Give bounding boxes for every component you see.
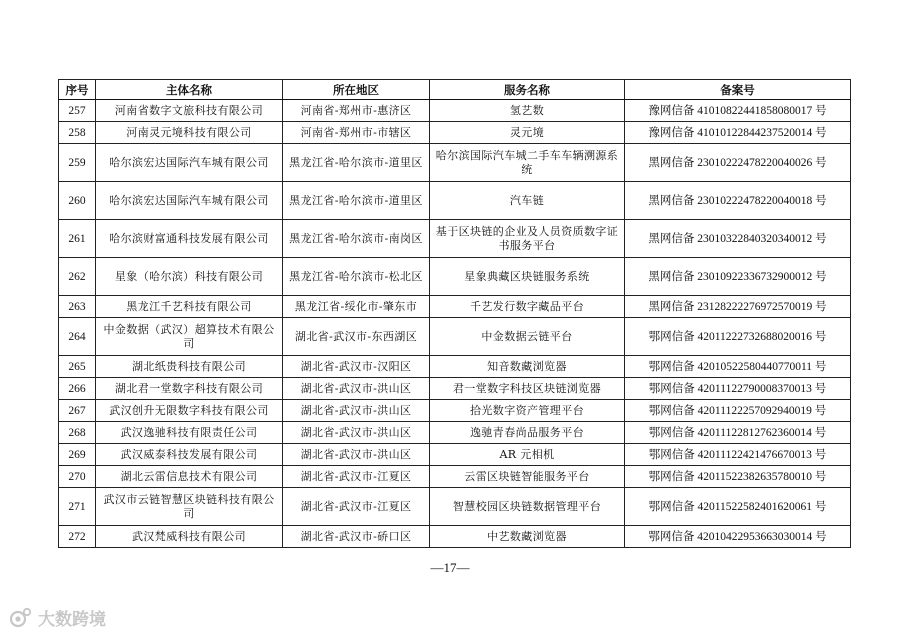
cell-record: 黑网信备 23128222276972570019 号 bbox=[625, 296, 851, 318]
cell-region: 湖北省-武汉市-硚口区 bbox=[283, 526, 430, 548]
cell-entity: 武汉创升无限数字科技有限公司 bbox=[96, 400, 283, 422]
cell-region: 湖北省-武汉市-江夏区 bbox=[283, 488, 430, 526]
cell-region: 黑龙江省-哈尔滨市-南岗区 bbox=[283, 220, 430, 258]
cell-region: 黑龙江省-哈尔滨市-道里区 bbox=[283, 182, 430, 220]
cell-service: 中金数据云链平台 bbox=[430, 318, 625, 356]
cell-record: 鄂网信备 42011522382635780010 号 bbox=[625, 466, 851, 488]
cell-service: 千艺发行数字藏品平台 bbox=[430, 296, 625, 318]
cell-record: 鄂网信备 42011222732688020016 号 bbox=[625, 318, 851, 356]
cell-seq: 271 bbox=[59, 488, 96, 526]
cell-seq: 268 bbox=[59, 422, 96, 444]
table-row bbox=[59, 444, 851, 466]
table-row bbox=[59, 100, 851, 122]
table-row bbox=[59, 182, 851, 220]
cell-service: 智慧校园区块链数据管理平台 bbox=[430, 488, 625, 526]
table-row bbox=[59, 422, 851, 444]
table-row bbox=[59, 220, 851, 258]
cell-record: 鄂网信备 42011122421476670013 号 bbox=[625, 444, 851, 466]
cell-entity: 河南省数字文旅科技有限公司 bbox=[96, 100, 283, 122]
table-body bbox=[59, 100, 851, 548]
cell-record: 黑网信备 23010322840320340012 号 bbox=[625, 220, 851, 258]
cell-seq: 260 bbox=[59, 182, 96, 220]
cell-record: 黑网信备 23010922336732900012 号 bbox=[625, 258, 851, 296]
cell-region: 湖北省-武汉市-洪山区 bbox=[283, 378, 430, 400]
cell-service: 灵元境 bbox=[430, 122, 625, 144]
cell-entity: 武汉逸驰科技有限责任公司 bbox=[96, 422, 283, 444]
cell-region: 河南省-郑州市-市辖区 bbox=[283, 122, 430, 144]
cell-entity: 哈尔滨财富通科技发展有限公司 bbox=[96, 220, 283, 258]
watermark-text: 大数跨境 bbox=[38, 610, 106, 630]
cell-entity: 星象（哈尔滨）科技有限公司 bbox=[96, 258, 283, 296]
cell-entity: 武汉梵威科技有限公司 bbox=[96, 526, 283, 548]
table-row bbox=[59, 318, 851, 356]
header-entity: 主体名称 bbox=[96, 80, 283, 100]
table-row bbox=[59, 400, 851, 422]
table-row bbox=[59, 258, 851, 296]
table-row bbox=[59, 378, 851, 400]
cell-seq: 264 bbox=[59, 318, 96, 356]
cell-service: 氢艺数 bbox=[430, 100, 625, 122]
cell-record: 黑网信备 23010222478220040018 号 bbox=[625, 182, 851, 220]
camera-brand-icon bbox=[8, 607, 34, 629]
cell-region: 湖北省-武汉市-洪山区 bbox=[283, 400, 430, 422]
header-record: 备案号 bbox=[625, 80, 851, 100]
cell-record: 鄂网信备 42010422953663030014 号 bbox=[625, 526, 851, 548]
cell-seq: 270 bbox=[59, 466, 96, 488]
cell-service: 君一堂数字科技区块链浏览器 bbox=[430, 378, 625, 400]
cell-seq: 269 bbox=[59, 444, 96, 466]
registration-table bbox=[58, 79, 851, 548]
cell-record: 豫网信备 41010822441858080017 号 bbox=[625, 100, 851, 122]
cell-seq: 262 bbox=[59, 258, 96, 296]
cell-service: 拾光数字资产管理平台 bbox=[430, 400, 625, 422]
cell-entity: 武汉威泰科技发展有限公司 bbox=[96, 444, 283, 466]
cell-service: 逸驰青春尚品服务平台 bbox=[430, 422, 625, 444]
cell-service: 基于区块链的企业及人员资质数字证书服务平台 bbox=[430, 220, 625, 258]
cell-seq: 272 bbox=[59, 526, 96, 548]
table-row bbox=[59, 466, 851, 488]
cell-seq: 263 bbox=[59, 296, 96, 318]
cell-service: 星象典藏区块链服务系统 bbox=[430, 258, 625, 296]
table-row bbox=[59, 296, 851, 318]
cell-entity: 哈尔滨宏达国际汽车城有限公司 bbox=[96, 144, 283, 182]
cell-region: 湖北省-武汉市-洪山区 bbox=[283, 444, 430, 466]
cell-record: 鄂网信备 42010522580440770011 号 bbox=[625, 356, 851, 378]
table-row bbox=[59, 526, 851, 548]
cell-record: 鄂网信备 42011122257092940019 号 bbox=[625, 400, 851, 422]
header-service: 服务名称 bbox=[430, 80, 625, 100]
cell-seq: 257 bbox=[59, 100, 96, 122]
cell-entity: 中金数据（武汉）超算技术有限公司 bbox=[96, 318, 283, 356]
cell-service: 云雷区块链智能服务平台 bbox=[430, 466, 625, 488]
cell-entity: 湖北纸贵科技有限公司 bbox=[96, 356, 283, 378]
page-number: —17— bbox=[430, 560, 470, 575]
cell-entity: 湖北云雷信息技术有限公司 bbox=[96, 466, 283, 488]
table-row bbox=[59, 488, 851, 526]
table-row bbox=[59, 144, 851, 182]
cell-entity: 武汉市云链智慧区块链科技有限公司 bbox=[96, 488, 283, 526]
cell-service: 汽车链 bbox=[430, 182, 625, 220]
cell-record: 鄂网信备 42011522582401620061 号 bbox=[625, 488, 851, 526]
cell-region: 黑龙江省-绥化市-肇东市 bbox=[283, 296, 430, 318]
cell-region: 湖北省-武汉市-洪山区 bbox=[283, 422, 430, 444]
cell-region: 湖北省-武汉市-东西湖区 bbox=[283, 318, 430, 356]
cell-region: 黑龙江省-哈尔滨市-道里区 bbox=[283, 144, 430, 182]
cell-entity: 湖北君一堂数字科技有限公司 bbox=[96, 378, 283, 400]
cell-seq: 265 bbox=[59, 356, 96, 378]
cell-seq: 259 bbox=[59, 144, 96, 182]
table-header-row bbox=[59, 80, 851, 100]
cell-service: 中艺数藏浏览器 bbox=[430, 526, 625, 548]
cell-entity: 河南灵元境科技有限公司 bbox=[96, 122, 283, 144]
cell-service: AR 元相机 bbox=[430, 444, 625, 466]
table-row bbox=[59, 122, 851, 144]
table-row bbox=[59, 356, 851, 378]
cell-service: 哈尔滨国际汽车城二手车车辆溯源系统 bbox=[430, 144, 625, 182]
cell-region: 河南省-郑州市-惠济区 bbox=[283, 100, 430, 122]
header-seq: 序号 bbox=[59, 80, 96, 100]
header-region: 所在地区 bbox=[283, 80, 430, 100]
cell-seq: 267 bbox=[59, 400, 96, 422]
cell-region: 湖北省-武汉市-汉阳区 bbox=[283, 356, 430, 378]
cell-seq: 266 bbox=[59, 378, 96, 400]
cell-entity: 黑龙江千艺科技有限公司 bbox=[96, 296, 283, 318]
cell-record: 黑网信备 23010222478220040026 号 bbox=[625, 144, 851, 182]
cell-record: 豫网信备 41010122844237520014 号 bbox=[625, 122, 851, 144]
cell-region: 黑龙江省-哈尔滨市-松北区 bbox=[283, 258, 430, 296]
cell-region: 湖北省-武汉市-江夏区 bbox=[283, 466, 430, 488]
cell-entity: 哈尔滨宏达国际汽车城有限公司 bbox=[96, 182, 283, 220]
cell-record: 鄂网信备 42011122812762360014 号 bbox=[625, 422, 851, 444]
cell-service: 知音数藏浏览器 bbox=[430, 356, 625, 378]
cell-seq: 261 bbox=[59, 220, 96, 258]
cell-record: 鄂网信备 42011122790008370013 号 bbox=[625, 378, 851, 400]
watermark bbox=[8, 605, 106, 630]
cell-seq: 258 bbox=[59, 122, 96, 144]
